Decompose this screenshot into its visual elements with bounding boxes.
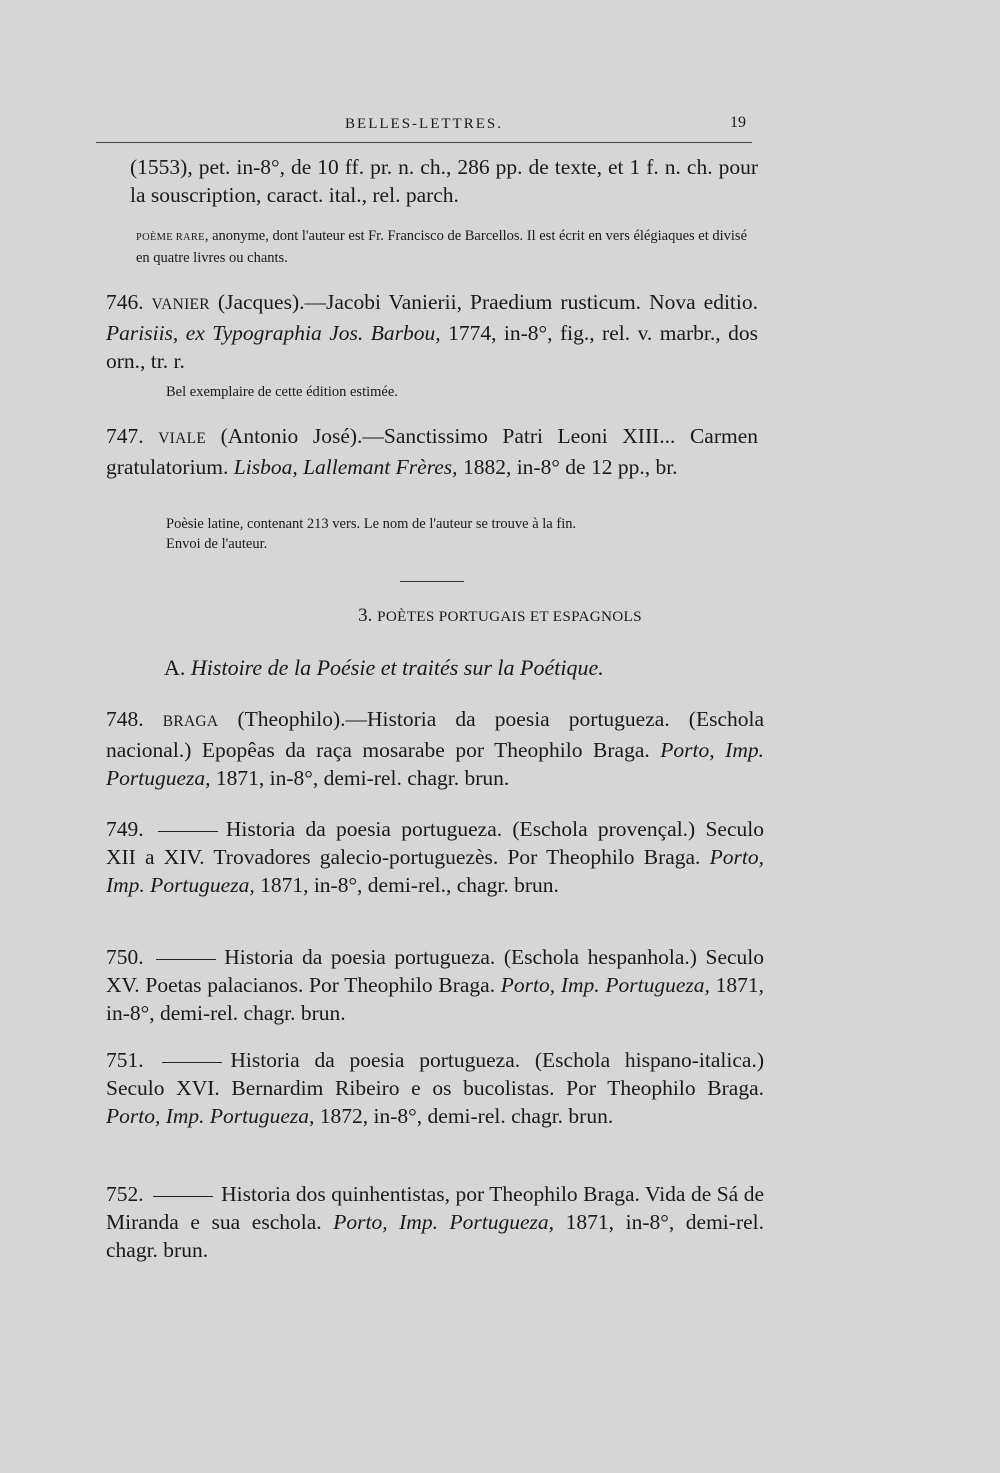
entry-imprint: Porto, Imp. Portugueza, [106,845,764,897]
ditto-dash [158,831,218,832]
entry-746-note [166,382,794,402]
entry-description: 1871, in-8°, demi-rel. chagr. brun. [210,766,510,790]
entry-imprint: Parisiis, ex Typographia Jos. Barbou, [106,321,441,345]
entry-description: 1871, in-8°, demi-rel., chagr. brun. [254,873,559,897]
subsection-letter: A. [164,655,186,680]
entry-imprint: Porto, Imp. Portugueza, [333,1210,555,1234]
note-text: Poèsie latine, contenant 213 vers. Le nom de l'auteur se trouve à la fin. [166,516,577,532]
entry-number: 752. [106,1182,144,1206]
entry-description: 1872, in-8°, demi-rel. chagr. brun. [314,1104,614,1128]
entry-imprint: Porto, Imp. Portugueza, [500,973,710,997]
entry-text: (Jacques).—Jacobi Vanierii, Praedium rusticum. Nova editio. [209,290,759,314]
entry-text: Historia da poesia portugueza. (Eschola hispano-italica.) Seculo XVI. Bernardim Ribeiro e os bucolistas. Por Theophilo Braga. [106,1048,764,1100]
entry-747 [106,422,758,481]
entry-751 [106,1046,764,1130]
section-number: 3. [358,605,373,626]
entry-imprint: Porto, Imp. Portugueza, [106,1104,315,1128]
subsection-heading [164,655,604,681]
entry-752 [106,1180,764,1264]
entry-746 [106,288,758,375]
entry-note [136,226,756,268]
ditto-dash [153,1196,213,1197]
note-smallcaps: POÈME RARE [136,232,205,243]
entry-text: (Theophilo).—Historia da poesia portugueza. (Eschola nacional.) Epopêas da raça mosarabe por Theophilo Braga. [106,707,764,762]
entry-description: 1774, in-8°, fig., rel. v. marbr., dos orn., tr. r. [106,321,758,373]
entry-number: 751. [106,1048,144,1072]
entry-text: Historia dos quinhentistas, por Theophilo Braga. Vida de Sá de Miranda e sua eschola. [106,1182,764,1234]
entry-author: BRAGA [162,713,219,730]
entry-author: VANIER [151,296,210,313]
page-number: 19 [730,114,746,131]
entry-imprint: Porto, Imp. Portugueza, [106,738,764,790]
subsection-title: Histoire de la Poésie et traités sur la Poétique. [190,655,604,680]
entry-text: (Antonio José).—Sanctissimo Patri Leoni XIII... Carmen gratulatorium. [106,424,759,479]
entry-continuation [130,153,758,209]
entry-number: 750. [106,945,144,969]
note-text: Bel exemplaire de cette édition estimée. [166,384,398,400]
section-title: POÈTES PORTUGAIS ET ESPAGNOLS [377,608,642,625]
section-divider [400,581,464,582]
entry-text: Historia da poesia portugueza. (Eschola provençal.) Seculo XII a XIV. Trovadores galecio-portuguezès. Por Theophilo Braga. [106,817,764,869]
section-heading [0,605,1000,627]
entry-749 [106,815,764,899]
entry-imprint: Lisboa, Lallemant Frères, [233,455,458,479]
note-text-2: Envoi de l'auteur. [166,536,268,552]
entry-number: 747. [106,424,144,448]
entry-description: 1871, in-8°, demi-rel. chagr. brun. [106,973,765,1025]
ditto-dash [156,959,216,960]
entry-750 [106,943,764,1027]
entry-description: 1871, in-8°, demi-rel. chagr. brun. [106,1210,764,1262]
ditto-dash [162,1062,222,1063]
running-header [96,114,752,143]
entry-author: VIALE [158,430,207,447]
entry-748 [106,705,764,792]
header-title: BELLES-LETTRES. [345,116,503,132]
note-text: , anonyme, dont l'auteur est Fr. Francisco de Barcellos. Il est écrit en vers élégiaques et divisé en quatre livres ou chants. [136,228,747,266]
entry-number: 746. [106,290,144,314]
entry-description: 1882, in-8° de 12 pp., br. [457,455,678,479]
entry-number: 749. [106,817,144,841]
entry-text: Historia da poesia portugueza. (Eschola hespanhola.) Seculo XV. Poetas palacianos. Por Theophilo Braga. [106,945,765,997]
entry-text: (1553), pet. in-8°, de 10 ff. pr. n. ch., 286 pp. de texte, et 1 f. n. ch. pour la souscription, caract. ital., rel. parch. [130,155,758,207]
entry-number: 748. [106,707,144,731]
entry-747-note [166,514,794,554]
